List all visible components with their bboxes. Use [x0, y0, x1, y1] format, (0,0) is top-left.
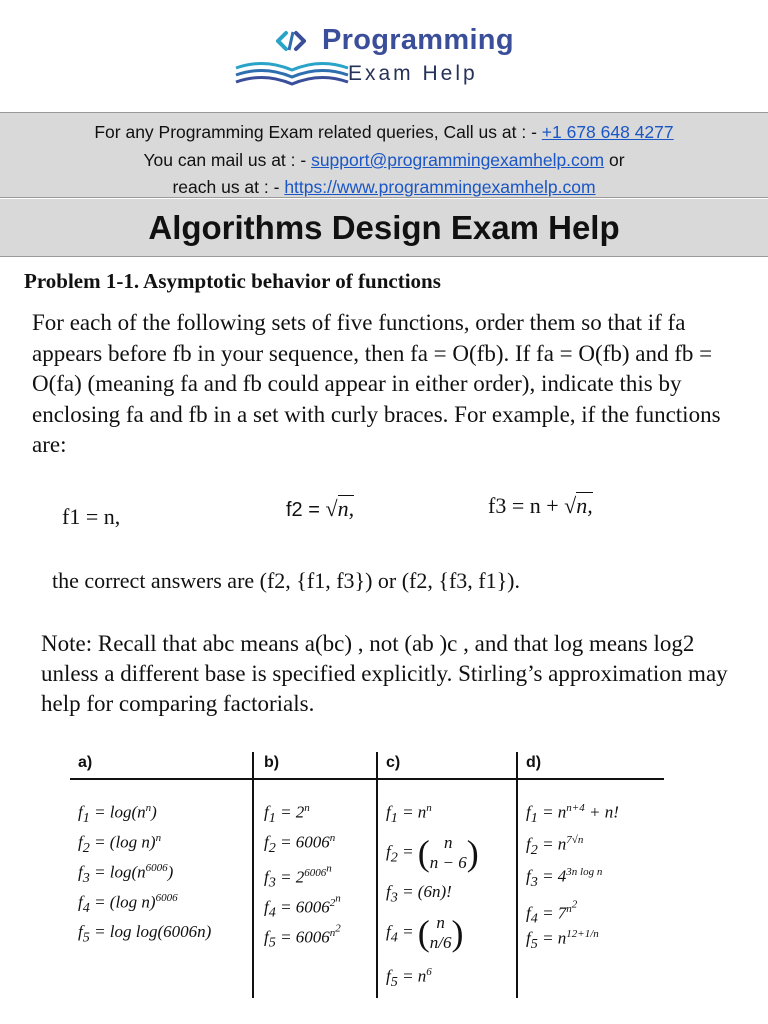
formula-d3: $f_3 = 4^{3n log n}$: [526, 866, 603, 891]
formula-d1: $f_1 = n^{n+4} + n$!: [526, 802, 619, 827]
example-f3-radicand: n,: [576, 493, 593, 518]
problem-heading: Problem 1-1. Asymptotic behavior of functions: [24, 269, 441, 293]
brand-tagline: Exam Help: [348, 62, 478, 85]
phone-link[interactable]: +1 678 648 4277: [541, 122, 674, 142]
formula-d4: $f_4 = 7^{n^2}$: [526, 898, 578, 927]
formula-c5: $f_5 = n^6$: [386, 966, 432, 991]
table-header-d: d): [526, 754, 542, 771]
example-f2-label: f2 =: [286, 499, 326, 521]
note-paragraph: Note: Recall that abc means a(bc) , not (ab )c , and that log means log2 unless a different base is specified explicitly. Stirling’s approximation may help for comparing factorials.: [41, 631, 728, 716]
example-f2: f2 = √n,: [286, 496, 355, 521]
open-book-icon: [232, 52, 352, 92]
contact-phone-line: [0, 122, 768, 143]
contact-email-line: [0, 150, 768, 171]
page-title: Algorithms Design Exam Help: [148, 209, 620, 246]
formula-c4: $f_4$ = ( n n/6): [386, 913, 464, 953]
example-f2-radicand: n,: [337, 496, 355, 521]
contact-email-suffix: or: [604, 150, 625, 170]
table-header-rule: [70, 778, 664, 780]
table-column-divider: [376, 752, 378, 998]
formula-c2: $f_2$ = ( n n − 6): [386, 833, 479, 873]
table-column-divider: [252, 752, 254, 998]
brand-name: Programming: [322, 24, 514, 56]
formula-b4: $f_4 = 6006^{2^n}$: [264, 892, 341, 921]
table-header-c: c): [386, 754, 401, 771]
formula-a1: $f_1 = \log(n^n)$: [78, 802, 157, 827]
formula-b3: $f_3 = 2^{6006^n}$: [264, 862, 332, 891]
table-header-a: a): [78, 754, 93, 771]
contact-banner: [0, 112, 768, 198]
contact-email-label: You can mail us at : -: [143, 150, 312, 170]
functions-table: [70, 752, 664, 998]
formula-a2: $f_2 = (\log$ n)$^n$: [78, 832, 162, 857]
table-column-divider: [516, 752, 518, 998]
email-link[interactable]: support@programmingexamhelp.com: [311, 150, 605, 170]
contact-phone-label: For any Programming Exam related queries, Call us at : -: [94, 122, 542, 142]
formula-b2: $f_2 = 6006^n$: [264, 832, 336, 857]
formula-a3: $f_3 = \log(n^{6006})$: [78, 862, 174, 887]
code-brackets-icon: [276, 30, 306, 52]
table-header-b: b): [264, 754, 280, 771]
title-banner: [0, 199, 768, 257]
formula-b5: $f_5 = 6006^{n^2}$: [264, 922, 341, 951]
example-f3-label: f3 = n +: [488, 493, 565, 518]
example-f3: f3 = n + √n,: [488, 493, 593, 518]
website-link[interactable]: https://www.programmingexamhelp.com: [284, 177, 596, 197]
formula-a4: $f_4 = (\log$ n)$^{6006}$: [78, 892, 178, 917]
formula-b1: $f_1 = 2^n$: [264, 802, 310, 827]
contact-website-line: [0, 177, 768, 198]
logo: [232, 22, 552, 92]
contact-website-label: reach us at : -: [172, 177, 285, 197]
example-f1: f1 = n,: [62, 504, 121, 529]
formula-c1: $f_1 = n^n$: [386, 802, 432, 827]
formula-d5: $f_5 = n^{12+1/n}$: [526, 928, 599, 953]
formula-d2: $f_2 = n^{7√n}$: [526, 834, 584, 859]
problem-paragraph: For each of the following sets of five functions, order them so that if fa appears before fb in your sequence, then fa = O(fb). If fa = O(fb) and fb = O(fa) (meaning fa and fb could appear in either order), indicate this by enclosing fa and fb in a set with curly braces. For example, if the functions are:: [32, 310, 721, 457]
example-answer: the correct answers are (f2, {f1, f3}) or (f2, {f3, f1}).: [52, 568, 520, 593]
formula-a5: $f_5 = \log \log(6006n)$: [78, 922, 212, 946]
formula-c3: $f_3 = (6n)$!: [386, 882, 452, 906]
